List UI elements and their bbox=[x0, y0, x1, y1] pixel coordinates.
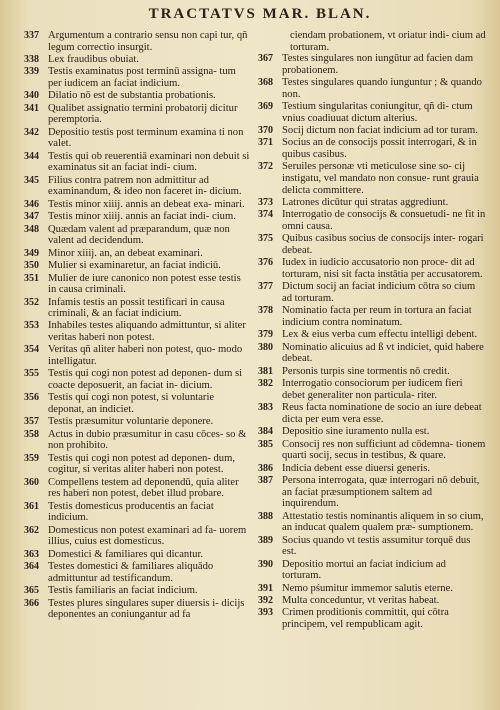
entry-number: 346 bbox=[24, 198, 39, 210]
index-entry bbox=[258, 257, 486, 280]
index-entry bbox=[258, 559, 486, 582]
entry-number: 356 bbox=[24, 392, 39, 404]
entry-number: 339 bbox=[24, 66, 39, 78]
entry-text: Crimen proditionis committit, qui cōtra principem, vel rempublicam agit. bbox=[282, 607, 449, 630]
entry-text: Qualibet assignatio termini probatorij dicitur peremptoria. bbox=[48, 102, 238, 126]
entry-text: Testes domestici & familiares aliquādo admittuntur ad testificandum. bbox=[48, 561, 214, 584]
index-entry bbox=[24, 429, 250, 452]
entry-number: 353 bbox=[24, 320, 39, 332]
entry-number: 383 bbox=[258, 402, 273, 414]
index-entry bbox=[24, 103, 250, 126]
index-entry bbox=[258, 463, 486, 475]
entry-number: 349 bbox=[24, 247, 39, 259]
entry-text: Personis turpis sine tormentis nō credit. bbox=[282, 365, 450, 377]
entry-number: 392 bbox=[258, 594, 273, 606]
index-entry bbox=[24, 501, 250, 524]
index-entry bbox=[24, 30, 250, 53]
entry-number: 371 bbox=[258, 137, 273, 149]
entry-text: Seruiles personæ vti meticulose sine so- cij instigatu, vel mandato non consue- runt grauia delicta committere. bbox=[282, 161, 479, 196]
index-entry bbox=[258, 402, 486, 425]
index-entry bbox=[258, 101, 486, 124]
entry-text: Depositio mortui an faciat indicium ad torturam. bbox=[282, 558, 446, 582]
entry-text: Mulier si examinaretur, an faciat indiciū. bbox=[48, 260, 221, 272]
index-entry bbox=[258, 366, 486, 378]
entry-number: 352 bbox=[24, 296, 39, 308]
index-entry bbox=[258, 475, 486, 510]
entry-text: Mulier de iure canonico non potest esse testis in causa criminali. bbox=[48, 272, 241, 296]
index-entry bbox=[24, 344, 250, 367]
index-entry bbox=[24, 477, 250, 500]
entry-text: Inhabiles testes aliquando admittuntur, si aliter veritas haberi non potest. bbox=[48, 320, 246, 344]
entry-number: 387 bbox=[258, 475, 273, 487]
entry-number: 393 bbox=[258, 607, 273, 619]
index-entry bbox=[258, 329, 486, 341]
entry-text: Consocij res non sufficiunt ad cōdemna- tionem quarti socij, secus in testibus, & quare. bbox=[282, 438, 486, 462]
entry-number: 337 bbox=[24, 30, 39, 41]
index-entry bbox=[258, 233, 486, 256]
entry-text: Testis qui cogi non potest, si voluntarie deponat, an indiciet. bbox=[48, 392, 215, 415]
entry-text: Socij dictum non faciat indicium ad tor turam. bbox=[282, 125, 478, 137]
index-entry bbox=[24, 66, 250, 89]
entry-text: Interrogatio de consocijs & consuetudi- ne fit in omni causa. bbox=[282, 209, 486, 232]
entry-text: Testium singularitas coniungitur, qñ di- ctum vnius coadiuuat dictum alterius. bbox=[282, 101, 473, 124]
entry-number: 388 bbox=[258, 510, 273, 522]
entry-text: Actus in dubio præsumitur in casu cōces- so & non prohibito. bbox=[48, 428, 247, 452]
entry-number: 366 bbox=[24, 597, 39, 609]
entry-number: 379 bbox=[258, 329, 273, 341]
entry-number: 359 bbox=[24, 452, 39, 464]
index-entry bbox=[24, 175, 250, 198]
entry-number: 377 bbox=[258, 281, 273, 293]
entry-number: 344 bbox=[24, 150, 39, 162]
index-entry bbox=[258, 197, 486, 209]
entry-number: 347 bbox=[24, 211, 39, 223]
entry-number: 369 bbox=[258, 101, 273, 113]
entry-number: 351 bbox=[24, 272, 39, 284]
entry-text: Socius an de consocijs possit interrogari, & in quibus casibus. bbox=[282, 137, 477, 161]
entry-text: Compellens testem ad deponendū, quia aliter res haberi non potest, debet illud probare. bbox=[48, 476, 239, 500]
index-entry bbox=[24, 416, 250, 428]
right-column-entries bbox=[258, 53, 486, 630]
index-entry bbox=[24, 453, 250, 476]
entry-text: Testis qui ob reuerentiā examinari non debuit si examinatus sit an faciat indi- cium. bbox=[48, 150, 250, 174]
index-entry bbox=[24, 90, 250, 102]
entry-text: Testes singulares non iungūtur ad facien dam probationem. bbox=[282, 53, 474, 76]
entry-number: 367 bbox=[258, 53, 273, 65]
index-entry bbox=[24, 320, 250, 343]
entry-text: Testis qui cogi non potest ad deponen- dum, cogitur, si veritas aliter haberi non potest. bbox=[48, 452, 235, 476]
index-entry bbox=[258, 607, 486, 630]
index-entry bbox=[258, 77, 486, 100]
entry-number: 389 bbox=[258, 534, 273, 546]
entry-number: 363 bbox=[24, 548, 39, 560]
index-entry bbox=[24, 211, 250, 223]
entry-number: 374 bbox=[258, 209, 273, 221]
index-entry bbox=[258, 583, 486, 595]
entry-text: Testis minor xiiij. annis an faciat indi- cium. bbox=[48, 211, 236, 223]
entry-number: 368 bbox=[258, 77, 273, 89]
entry-number: 380 bbox=[258, 341, 273, 353]
entry-number: 385 bbox=[258, 438, 273, 450]
entry-number: 384 bbox=[258, 426, 273, 438]
entry-number: 361 bbox=[24, 500, 39, 512]
entry-text: Testis qui cogi non potest ad deponen- dum si coacte deposuerit, an faciat in- dicium. bbox=[48, 368, 243, 391]
index-entry bbox=[258, 125, 486, 137]
entry-number: 370 bbox=[258, 125, 273, 137]
entry-text: Socius quando vt testis assumitur torquē dus est. bbox=[282, 534, 471, 558]
entry-text: Nominatio alicuius ad ß vt indiciet, quid habere debeat. bbox=[282, 341, 484, 365]
index-entry bbox=[24, 598, 250, 621]
entry-text: Domesticus non potest examinari ad fa- uorem illius, cuius est domesticus. bbox=[48, 524, 247, 548]
entry-text: Domestici & familiares qui dicantur. bbox=[48, 548, 204, 560]
entry-text: Quibus casibus socius de consocijs inter- rogari debeat. bbox=[282, 233, 484, 256]
index-entry bbox=[24, 561, 250, 584]
index-entry bbox=[258, 342, 486, 365]
index-entry bbox=[24, 260, 250, 272]
entry-text: Testis præsumitur voluntarie deponere. bbox=[48, 416, 214, 428]
entry-text: Minor xiiij. an, an debeat examinari. bbox=[48, 247, 203, 259]
index-entry bbox=[24, 549, 250, 561]
entry-text: Lex & eius verba cum effectu intelligi debent. bbox=[282, 329, 478, 341]
index-entry bbox=[24, 273, 250, 296]
index-entry bbox=[258, 439, 486, 462]
entry-text: Multa conceduntur, vt veritas habeat. bbox=[282, 594, 440, 606]
entry-number: 376 bbox=[258, 257, 273, 269]
entry-number: 345 bbox=[24, 174, 39, 186]
entry-text: Indicia debent esse diuersi generis. bbox=[282, 462, 430, 474]
index-entry bbox=[24, 199, 250, 211]
entry-number: 340 bbox=[24, 90, 39, 102]
entry-text: Interrogatio consociorum per iudicem fieri debet generaliter non particula- riter. bbox=[282, 378, 463, 401]
entry-number: 373 bbox=[258, 197, 273, 208]
index-entry bbox=[24, 151, 250, 174]
entry-text: Iudex in iudicio accusatorio non proce- dit ad torturam, nisi sit facta instātia per accusatorem. bbox=[282, 257, 483, 280]
entry-number: 350 bbox=[24, 260, 39, 272]
index-entry bbox=[258, 426, 486, 438]
entry-number: 382 bbox=[258, 378, 273, 390]
index-entry bbox=[24, 585, 250, 597]
index-entry bbox=[258, 305, 486, 328]
entry-text: Testis examinatus post terminū assigna- tum per iudicem an faciat indicium. bbox=[48, 66, 236, 89]
entry-number: 360 bbox=[24, 476, 39, 488]
index-entry bbox=[258, 535, 486, 558]
index-entry bbox=[24, 224, 250, 247]
index-entry bbox=[24, 248, 250, 260]
index-entry bbox=[24, 297, 250, 320]
entry-text: Filius contra patrem non admittitur ad examinandum, & ideo non faceret in- dicium. bbox=[48, 174, 242, 198]
entry-number: 386 bbox=[258, 462, 273, 474]
entry-text: Dilatio nō est de substantia probationis. bbox=[48, 90, 216, 102]
entry-number: 342 bbox=[24, 126, 39, 138]
left-column bbox=[24, 30, 250, 694]
index-entry bbox=[258, 511, 486, 534]
running-title: TRACTATVS MAR. BLAN. bbox=[148, 6, 372, 22]
index-entry bbox=[24, 54, 250, 66]
entry-number: 390 bbox=[258, 558, 273, 570]
entry-number: 357 bbox=[24, 416, 39, 428]
entry-text: Depositio sine iuramento nulla est. bbox=[282, 426, 430, 438]
index-entry bbox=[258, 137, 486, 160]
entry-number: 341 bbox=[24, 102, 39, 114]
entry-number: 365 bbox=[24, 585, 39, 597]
entry-number: 372 bbox=[258, 161, 273, 173]
entry-number: 354 bbox=[24, 344, 39, 356]
entry-text: Testis familiaris an faciat indicium. bbox=[48, 585, 198, 597]
entry-number: 338 bbox=[24, 53, 39, 65]
entry-text: Quædam valent ad præparandum, quæ non valent ad decidendum. bbox=[48, 223, 230, 247]
index-entry bbox=[258, 161, 486, 196]
index-entry bbox=[258, 281, 486, 304]
entry-text: Dictum socij an faciat indicium cōtra so cium ad torturam. bbox=[282, 281, 476, 304]
right-column bbox=[258, 30, 486, 694]
entry-text: Latrones dicūtur qui stratas aggrediunt. bbox=[282, 197, 449, 208]
entry-text: Veritas qñ aliter haberi non potest, quo- modo intelligatur. bbox=[48, 344, 243, 368]
index-entry bbox=[258, 209, 486, 232]
entry-text: Attestatio testis nominantis aliquem in so cium, an inducat qualem qualem præ- sumptionem. bbox=[282, 510, 484, 534]
entry-text: Reus facta nominatione de socio an iure debeat dicta per eum vera esse. bbox=[282, 402, 482, 425]
entry-text: Nominatio facta per reum in tortura an faciat indicium contra nominatum. bbox=[282, 305, 472, 328]
entry-number: 362 bbox=[24, 524, 39, 536]
index-entry bbox=[258, 595, 486, 607]
entry-text: Lex fraudibus obuiat. bbox=[48, 53, 139, 65]
entry-text: Argumentum a contrario sensu non capi tur, qñ legum correctio insurgit. bbox=[48, 30, 248, 53]
index-entry bbox=[24, 127, 250, 150]
entry-text: Testis minor xiiij. annis an debeat exa- minari. bbox=[48, 198, 245, 210]
entry-text: Depositio testis post terminum examina ti non valet. bbox=[48, 126, 244, 150]
index-entry bbox=[258, 53, 486, 76]
index-entry bbox=[258, 378, 486, 401]
entry-text: Testis domesticus producentis an faciat indicium. bbox=[48, 500, 214, 524]
entry-number: 355 bbox=[24, 368, 39, 380]
continuation-text: ciendam probationem, vt oriatur indi- cium ad torturam. bbox=[290, 30, 486, 53]
entry-number: 358 bbox=[24, 428, 39, 440]
entry-number: 375 bbox=[258, 233, 273, 245]
entry-text: Testes plures singulares super diuersis i- dicijs deponentes an coniungantur ad fa bbox=[48, 597, 245, 621]
entry-number: 364 bbox=[24, 561, 39, 573]
entry-number: 381 bbox=[258, 365, 273, 377]
entry-text: Nemo pśumitur immemor salutis eterne. bbox=[282, 582, 453, 594]
entry-number: 348 bbox=[24, 223, 39, 235]
index-entry bbox=[24, 525, 250, 548]
entry-text: Persona interrogata, quæ interrogari nō debuit, an faciat præsumptionem saltem ad inquirendum. bbox=[282, 475, 480, 510]
entry-text: Testes singulares quando iunguntur ; & quando non. bbox=[282, 77, 482, 100]
index-entry bbox=[24, 392, 250, 415]
entry-number: 391 bbox=[258, 582, 273, 594]
entry-text: Infamis testis an possit testificari in causa criminali, & an faciat indicium. bbox=[48, 296, 225, 320]
entry-number: 378 bbox=[258, 305, 273, 317]
index-entry bbox=[24, 368, 250, 391]
